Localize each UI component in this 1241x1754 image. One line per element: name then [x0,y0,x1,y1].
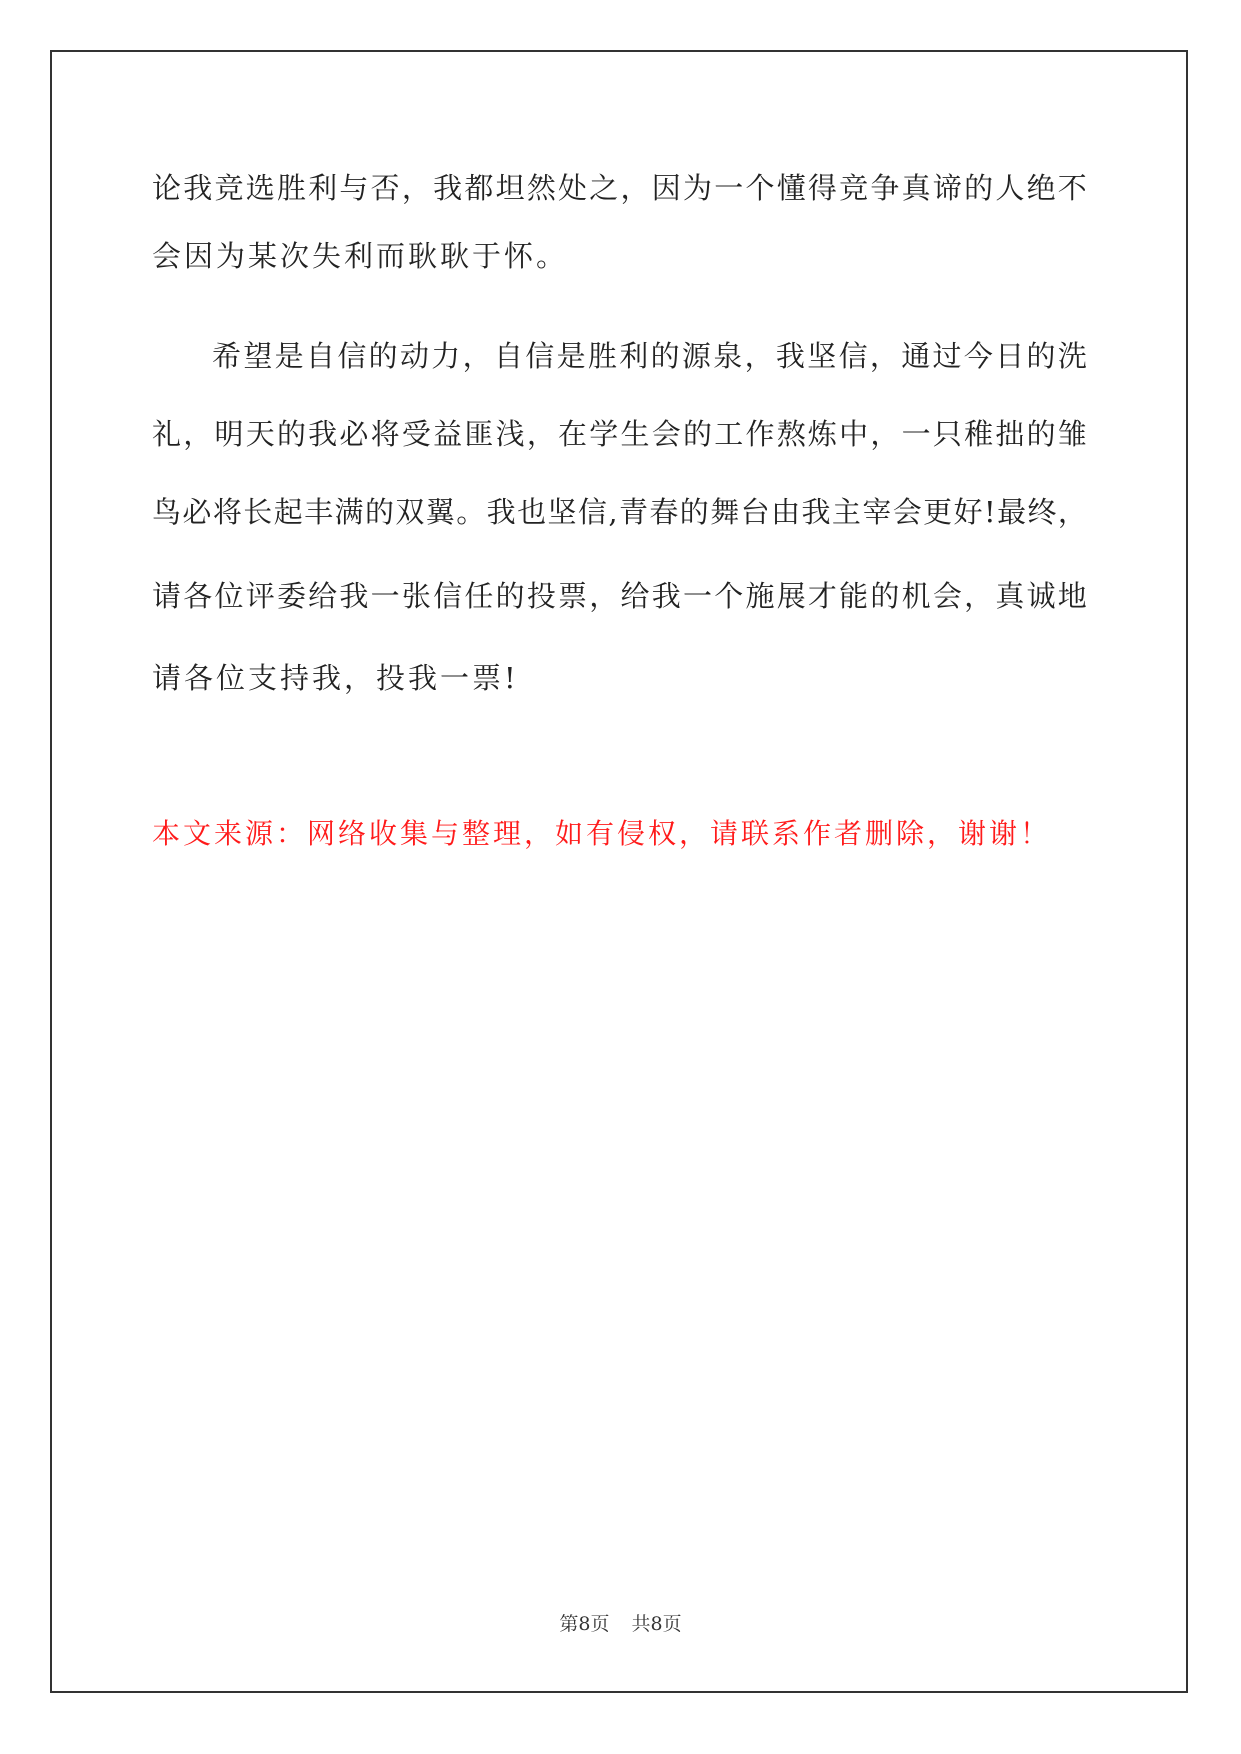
text-char: 的 [368,339,398,373]
text-char: 将 [212,495,242,529]
text-char: 希 [212,339,242,373]
text-char: 给 [308,579,338,613]
text-char: 主 [831,495,861,529]
text-char: 个 [714,579,744,613]
text-char: 长 [243,495,273,529]
text-char: ， [869,339,899,373]
text-char: 会 [892,495,922,529]
text-char: 自 [493,339,523,373]
text-char: 利 [308,171,338,205]
text-char: 的 [495,579,525,613]
text-char: 将 [370,417,400,451]
text-char: 终 [1027,495,1057,529]
text-char: 望 [243,339,273,373]
text-char: ， [870,417,900,451]
text-char: 礼 [152,417,182,451]
text-char: 好 [953,495,983,529]
text-char: 作 [745,417,775,451]
text-char: ， [620,171,650,205]
page-number: 第8页 [559,1613,610,1635]
text-char: 的 [650,339,680,373]
text-char: ， [744,339,774,373]
text-char: ， [589,579,619,613]
text-char: ， [401,171,431,205]
page-frame [50,50,1188,1693]
text-char: 更 [923,495,953,529]
text-char: 中 [839,417,869,451]
text-char: 坚 [807,339,837,373]
text-char: 坦 [495,171,525,205]
text-char: 得 [807,171,837,205]
text-char: 是 [274,339,304,373]
paragraph-line [152,168,1087,208]
text-char: 必 [182,495,212,529]
text-char: 的 [679,495,709,529]
text-char: 是 [556,339,586,373]
page-total: 共8页 [631,1613,682,1635]
text-char: 地 [1057,579,1087,613]
text-char: 我 [183,171,213,205]
text-char: 受 [401,417,431,451]
text-char: 的 [276,417,306,451]
text-char: 。 [456,495,486,529]
text-char: 洗 [1057,339,1087,373]
text-char: 益 [433,417,463,451]
text-char: 泉 [713,339,743,373]
text-char: 炼 [807,417,837,451]
text-char: 鸟 [152,495,182,529]
text-char: 信 [577,495,607,529]
text-char: 不 [1057,171,1087,205]
text-char: 会 [651,417,681,451]
text-char: 最 [997,495,1027,529]
text-char: 个 [745,171,775,205]
text-char: 信 [433,579,463,613]
text-char: 我 [486,495,516,529]
text-char: 雏 [1057,417,1087,451]
text-char: 舞 [710,495,740,529]
text-char: 只 [932,417,962,451]
text-char: 自 [305,339,335,373]
text-char: ， [964,579,994,613]
page-footer [0,1611,1241,1637]
text-char: 明 [214,417,244,451]
text-char: 竞 [839,171,869,205]
paragraph-line [152,414,1087,454]
text-char: 的 [682,417,712,451]
text-char: 今 [963,339,993,373]
text-char: 春 [649,495,679,529]
text-char: 双 [395,495,425,529]
text-char: 委 [276,579,306,613]
text-char: 的 [870,579,900,613]
text-char: 竞 [214,171,244,205]
text-char: 学 [589,417,619,451]
text-char: 过 [932,339,962,373]
source-notice: 本文来源：网络收集与整理，如有侵权，请联系作者删除，谢谢！ [152,817,1052,850]
text-char: 我 [801,495,831,529]
text-char: 丰 [304,495,334,529]
text-char: ， [526,417,556,451]
paragraph-line [152,492,1087,532]
text-char: 的 [364,495,394,529]
text-char: 选 [245,171,275,205]
text-char: 展 [776,579,806,613]
text-char: 诚 [1026,579,1056,613]
text-char: ! [984,495,996,529]
text-char: 的 [1026,339,1056,373]
text-char: 施 [745,579,775,613]
text-char: 源 [681,339,711,373]
text-char: 之 [589,171,619,205]
text-char: 我 [433,171,463,205]
text-char: 才 [807,579,837,613]
text-char: 信 [838,339,868,373]
text-char: 真 [995,579,1025,613]
text-char: 匪 [464,417,494,451]
text-char: 票 [558,579,588,613]
text-char: 真 [901,171,931,205]
text-char: 我 [775,339,805,373]
text-char: 一 [714,171,744,205]
text-char: 绝 [1026,171,1056,205]
text-char: 拙 [995,417,1025,451]
text-char: 天 [245,417,275,451]
text-char: 台 [740,495,770,529]
text-char: 日 [995,339,1025,373]
text-char: 生 [620,417,650,451]
text-char: 机 [901,579,931,613]
text-char: 在 [558,417,588,451]
text-char: 一 [901,417,931,451]
text-char: 坚 [547,495,577,529]
text-char: 熬 [776,417,806,451]
text-char: 通 [901,339,931,373]
text-char: 各 [183,579,213,613]
text-char: 宰 [862,495,892,529]
text-char: 动 [399,339,429,373]
text-char: 给 [620,579,650,613]
text-char: 任 [464,579,494,613]
text-char: 都 [464,171,494,205]
text-char: 张 [401,579,431,613]
text-char: 能 [839,579,869,613]
text-char: 由 [771,495,801,529]
text-char: 人 [995,171,1025,205]
text-char: 会 [932,579,962,613]
text-char: 起 [273,495,303,529]
text-char: 浅 [495,417,525,451]
text-char: 我 [339,579,369,613]
paragraph-line [152,576,1087,616]
text-char: 胜 [587,339,617,373]
text-char: 一 [682,579,712,613]
text-char: 请 [152,579,182,613]
text-char: 的 [1026,417,1056,451]
paragraph-line: 请各位支持我，投我一票! [152,661,519,695]
text-char: 利 [619,339,649,373]
text-char: 论 [152,171,182,205]
text-char: 处 [558,171,588,205]
text-char: 为 [682,171,712,205]
text-char: 青 [618,495,648,529]
text-char: ， [183,417,213,451]
text-char: 我 [651,579,681,613]
paragraph-line [212,336,1087,376]
text-char: 位 [214,579,244,613]
text-char: 也 [517,495,547,529]
text-char: 必 [339,417,369,451]
text-char: 力 [431,339,461,373]
text-char: 稚 [964,417,994,451]
text-char: 信 [337,339,367,373]
text-char: ， [462,339,492,373]
text-char: 投 [526,579,556,613]
text-char: 然 [526,171,556,205]
text-char: ， [1057,495,1087,529]
text-char: 因 [651,171,681,205]
text-char: 的 [964,171,994,205]
text-char: 工 [714,417,744,451]
text-char: 翼 [425,495,455,529]
text-char: 信 [525,339,555,373]
text-char: 满 [334,495,364,529]
text-char: 评 [245,579,275,613]
text-char: 懂 [776,171,806,205]
text-char: 争 [870,171,900,205]
text-char: 我 [308,417,338,451]
text-char: 胜 [276,171,306,205]
text-char: 谛 [932,171,962,205]
text-char: 与 [339,171,369,205]
text-char: 否 [370,171,400,205]
text-char: 一 [370,579,400,613]
paragraph-line: 会因为某次失利而耿耿于怀。 [152,239,569,273]
text-char: , [608,495,618,529]
